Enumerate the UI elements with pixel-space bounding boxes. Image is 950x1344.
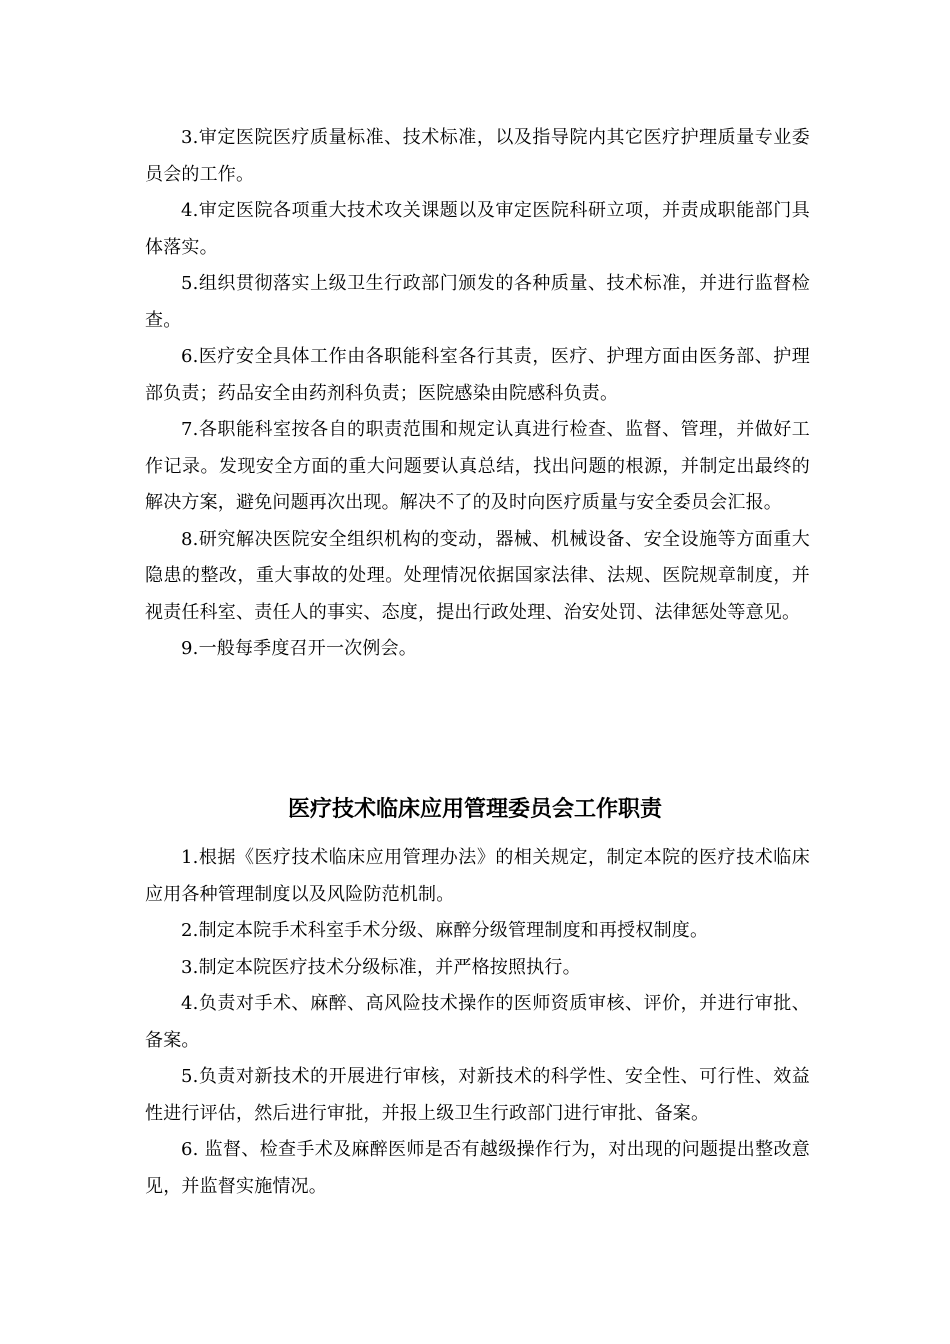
paragraph-item-6: 6.医疗安全具体工作由各职能科室各行其责，医疗、护理方面由医务部、护理部负责；药品安全由药剂科负责；医院感染由院感科负责。 — [145, 346, 810, 404]
hospital-safety-committee-duties — [145, 120, 810, 668]
paragraph-item-3: 3.制定本院医疗技术分级标准，并严格按照执行。 — [181, 956, 581, 978]
paragraph-item-9: 9.一般每季度召开一次例会。 — [181, 638, 417, 659]
paragraph-item-7: 7.各职能科室按各自的职责范围和规定认真进行检查、监督、管理，并做好工作记录。发现安全方面的重大问题要认真总结，找出问题的根源，并制定出最终的解决方案，避免问题再次出现。解决不了的及时向医疗质量与安全委员会汇报。 — [145, 419, 810, 513]
section-title: 医疗技术临床应用管理委员会工作职责 — [287, 797, 662, 822]
paragraph-item-2: 2.制定本院手术科室手术分级、麻醉分级管理制度和再授权制度。 — [181, 920, 709, 941]
paragraph-item-5: 5.负责对新技术的开展进行审核，对新技术的科学性、安全性、可行性、效益性进行评估，然后进行审批，并报上级卫生行政部门进行审批、备案。 — [145, 1066, 810, 1124]
paragraph-item-8: 8.研究解决医院安全组织机构的变动，器械、机械设备、安全设施等方面重大隐患的整改，重大事故的处理。处理情况依据国家法律、法规、医院规章制度，并视责任科室、责任人的事实、态度，提出行政处理、治安处罚、法律惩处等意见。 — [145, 528, 810, 623]
paragraph-item-3: 3.审定医院医疗质量标准、技术标准，以及指导院内其它医疗护理质量专业委员会的工作。 — [145, 127, 810, 185]
paragraph-item-1: 1.根据《医疗技术临床应用管理办法》的相关规定，制定本院的医疗技术临床应用各种管理制度以及风险防范机制。 — [145, 847, 810, 905]
paragraph-item-6: 6. 监督、检查手术及麻醉医师是否有越级操作行为，对出现的问题提出整改意见，并监督实施情况。 — [145, 1139, 810, 1197]
paragraph-item-5: 5.组织贯彻落实上级卫生行政部门颁发的各种质量、技术标准，并进行监督检查。 — [145, 273, 810, 331]
paragraph-item-4: 4.负责对手术、麻醉、高风险技术操作的医师资质审核、评价，并进行审批、备案。 — [145, 993, 810, 1051]
clinical-technology-committee-duties — [145, 840, 810, 1205]
paragraph-item-4: 4.审定医院各项重大技术攻关课题以及审定医院科研立项，并责成职能部门具体落实。 — [145, 200, 810, 258]
